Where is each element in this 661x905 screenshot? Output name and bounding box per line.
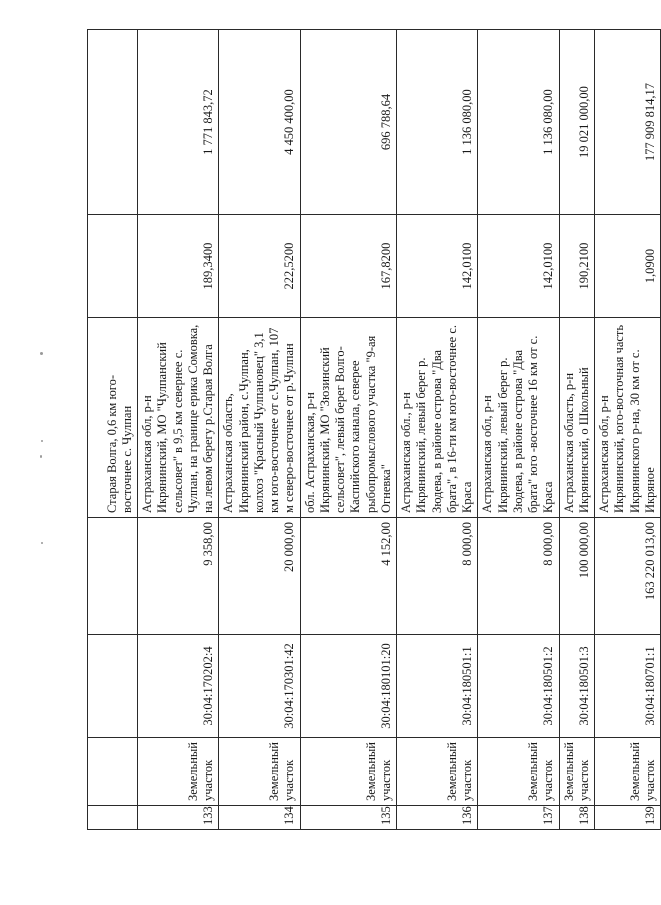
location-cell: Астраханская обл., р-н Икрянинский, левый берег р. Зюдева, в районе острова "Два брата", в 16-ти км юго-восточнее с. Краса: [397, 318, 478, 518]
location-cell: Старая Волга, 0,6 км юго-восточнее с. Чулпан: [88, 318, 138, 518]
area-cell: 163 220 013,00: [595, 518, 661, 635]
cadastral-value-cell: 696 788,64: [300, 30, 397, 215]
location-cell: Астраханская обл, р-н Икрянинский, левый берег р. Зюдева, в районе острова "Два брата" юго -восточнее 16 км от с. Краса: [478, 318, 559, 518]
cadastral-value-cell: 1 771 843,72: [138, 30, 219, 215]
location-cell: Астраханская обл, р-н Икрянинский, МО "Чулпанский сельсовет" в 9,5 км севернее с. Чулпан, на границе ерика Сомовка, на левом берегу р.Старая Волга: [138, 318, 219, 518]
area-cell: 8 000,00: [478, 518, 559, 635]
row-number-cell: 134: [219, 806, 300, 830]
cadastral-number-cell: 30:04:180701:1: [595, 635, 661, 738]
table-row: [88, 30, 138, 830]
cadastral-ratio-cell: 190,2100: [559, 215, 595, 318]
area-cell: 8 000,00: [397, 518, 478, 635]
cadastral-value-cell: 4 450 400,00: [219, 30, 300, 215]
object-type-cell: [88, 738, 138, 806]
cadastral-number-cell: 30:04:180501:2: [478, 635, 559, 738]
area-cell: 9 358,00: [138, 518, 219, 635]
land-plots-table: [87, 29, 661, 830]
row-number-cell: 136: [397, 806, 478, 830]
cadastral-number-cell: 30:04:170202:4: [138, 635, 219, 738]
cadastral-value-cell: [88, 30, 138, 215]
cadastral-value-cell: 19 021 000,00: [559, 30, 595, 215]
area-cell: 4 152,00: [300, 518, 397, 635]
row-number-cell: 135: [300, 806, 397, 830]
cadastral-ratio-cell: 167,8200: [300, 215, 397, 318]
table-row: [138, 30, 219, 830]
location-cell: Астраханская обл, р-н Икрянинский, юго-восточная часть Икрянинского р-на, 30 км от с. Икряное: [595, 318, 661, 518]
cadastral-ratio-cell: 1,0900: [595, 215, 661, 318]
cadastral-ratio-cell: 189,3400: [138, 215, 219, 318]
object-type-cell: Земельный участок: [595, 738, 661, 806]
table-row: [595, 30, 661, 830]
object-type-cell: Земельный участок: [138, 738, 219, 806]
object-type-cell: Земельный участок: [300, 738, 397, 806]
cadastral-number-cell: 30:04:180101:20: [300, 635, 397, 738]
object-type-cell: Земельный участок: [478, 738, 559, 806]
cadastral-number-cell: 30:04:170301:42: [219, 635, 300, 738]
table-row: [559, 30, 595, 830]
cadastral-ratio-cell: 142,0100: [397, 215, 478, 318]
table-row: [478, 30, 559, 830]
cadastral-value-cell: 1 136 080,00: [397, 30, 478, 215]
location-cell: Астраханская область, Икрянинский район, с.Чулпан, колхоз "Красный Чулпановец" 3,1 км юго-восточнее от с.Чулпан, 107 м северо-восточнее от р.Чулпан: [219, 318, 300, 518]
row-number-cell: [88, 806, 138, 830]
cadastral-number-cell: 30:04:180501:1: [397, 635, 478, 738]
object-type-cell: Земельный участок: [559, 738, 595, 806]
location-cell: обл. Астраханская, р-н Икрянинский, МО "Зюзинский сельсовет", левый берег Волго-Каспийского канала, северее рыбопромыслового участка "9-ая Огневка": [300, 318, 397, 518]
scan-speck: [41, 542, 43, 544]
scan-speck: [40, 455, 42, 458]
row-number-cell: 133: [138, 806, 219, 830]
area-cell: 100 000,00: [559, 518, 595, 635]
object-type-cell: Земельный участок: [219, 738, 300, 806]
cadastral-number-cell: [88, 635, 138, 738]
scan-speck: [40, 352, 43, 355]
table-row: [219, 30, 300, 830]
location-cell: Астраханская область, р-н Икрянинский, о Школьный: [559, 318, 595, 518]
table-row: [397, 30, 478, 830]
cadastral-ratio-cell: 142,0100: [478, 215, 559, 318]
object-type-cell: Земельный участок: [397, 738, 478, 806]
row-number-cell: 138: [559, 806, 595, 830]
rotated-table-container: [87, 30, 657, 830]
cadastral-number-cell: 30:04:180501:3: [559, 635, 595, 738]
row-number-cell: 137: [478, 806, 559, 830]
cadastral-value-cell: 1 136 080,00: [478, 30, 559, 215]
table-row: [300, 30, 397, 830]
cadastral-ratio-cell: [88, 215, 138, 318]
scan-speck: [41, 440, 43, 442]
area-cell: [88, 518, 138, 635]
cadastral-ratio-cell: 222,5200: [219, 215, 300, 318]
row-number-cell: 139: [595, 806, 661, 830]
cadastral-value-cell: 177 909 814,17: [595, 30, 661, 215]
area-cell: 20 000,00: [219, 518, 300, 635]
